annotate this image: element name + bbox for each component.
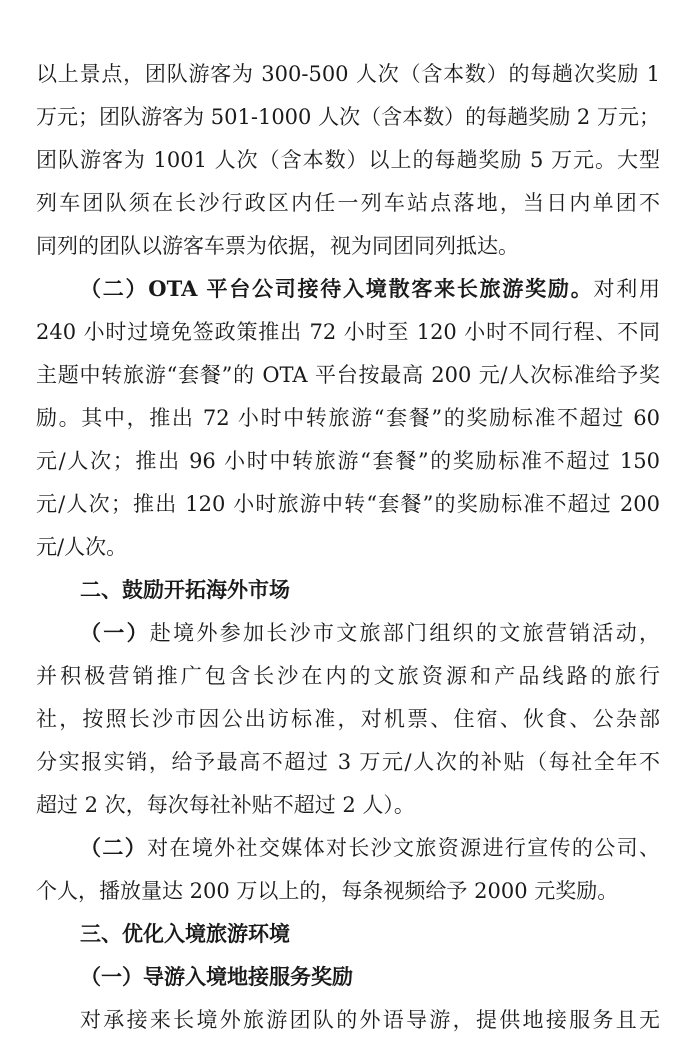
section-2-2-first-line [80,828,660,868]
paragraph-line: 社，按照长沙市因公出访标准，对机票、住宿、伙食、公杂部 [36,707,660,731]
section-2-2-first-line-rest: 对在境外社交媒体对长沙文旅资源进行宣传的公司、 [147,836,661,860]
section-2-1-first-line [80,613,660,653]
paragraph-line: 元/人次；推出 120 小时旅游中转“套餐”的奖励标准不超过 200 [36,492,660,516]
section-ota-first-line-rest: 对利用 [593,277,661,301]
paragraph-line: 元/人次。 [36,535,128,559]
paragraph-line: 励。其中，推出 72 小时中转旅游“套餐”的奖励标准不超过 60 [36,406,660,430]
paragraph-line: 万元；团队游客为 501-1000 人次（含本数）的每趟奖励 2 万元； [36,105,660,129]
section-2-1-label: （一） [80,620,150,645]
section-2-1-first-line-rest: 赴境外参加长沙市文旅部门组织的文旅营销活动， [149,621,660,645]
heading-3: 三、优化入境旅游环境 [80,922,290,946]
paragraph-line: 同列的团队以游客车票为依据，视为同团同列抵达。 [36,234,519,258]
paragraph-line: 以上景点，团队游客为 300-500 人次（含本数）的每趟次奖励 1 [36,62,660,86]
paragraph-line: 对承接来长境外旅游团队的外语导游，提供地接服务且无 [80,1008,660,1032]
paragraph-line: 团队游客为 1001 人次（含本数）以上的每趟奖励 5 万元。大型 [36,148,660,172]
paragraph-line: 元/人次；推出 96 小时中转旅游“套餐”的奖励标准不超过 150 [36,449,660,473]
paragraph-line: 列车团队须在长沙行政区内任一列车站点落地，当日内单团不 [36,191,660,215]
section-ota-first-line [80,269,660,309]
paragraph-line: 超过 2 次，每次每社补贴不超过 2 人）。 [36,793,415,817]
heading-2: 二、鼓励开拓海外市场 [80,578,290,602]
paragraph-line: 分实报实销，给予最高不超过 3 万元/人次的补贴（每社全年不 [36,750,660,774]
paragraph-line: 主题中转旅游“套餐”的 OTA 平台按最高 200 元/人次标准给予奖 [36,363,660,387]
paragraph-line: 240 小时过境免签政策推出 72 小时至 120 小时不同行程、不同 [36,320,660,344]
section-ota-title: （二）OTA 平台公司接待入境散客来长旅游奖励。 [80,276,594,301]
paragraph-line: 个人，播放量达 200 万以上的，每条视频给予 2000 元奖励。 [36,879,619,903]
section-2-2-label: （二） [80,835,148,860]
heading-3-1: （一）导游入境地接服务奖励 [80,964,353,989]
paragraph-line: 并积极营销推广包含长沙在内的文旅资源和产品线路的旅行 [36,664,660,688]
